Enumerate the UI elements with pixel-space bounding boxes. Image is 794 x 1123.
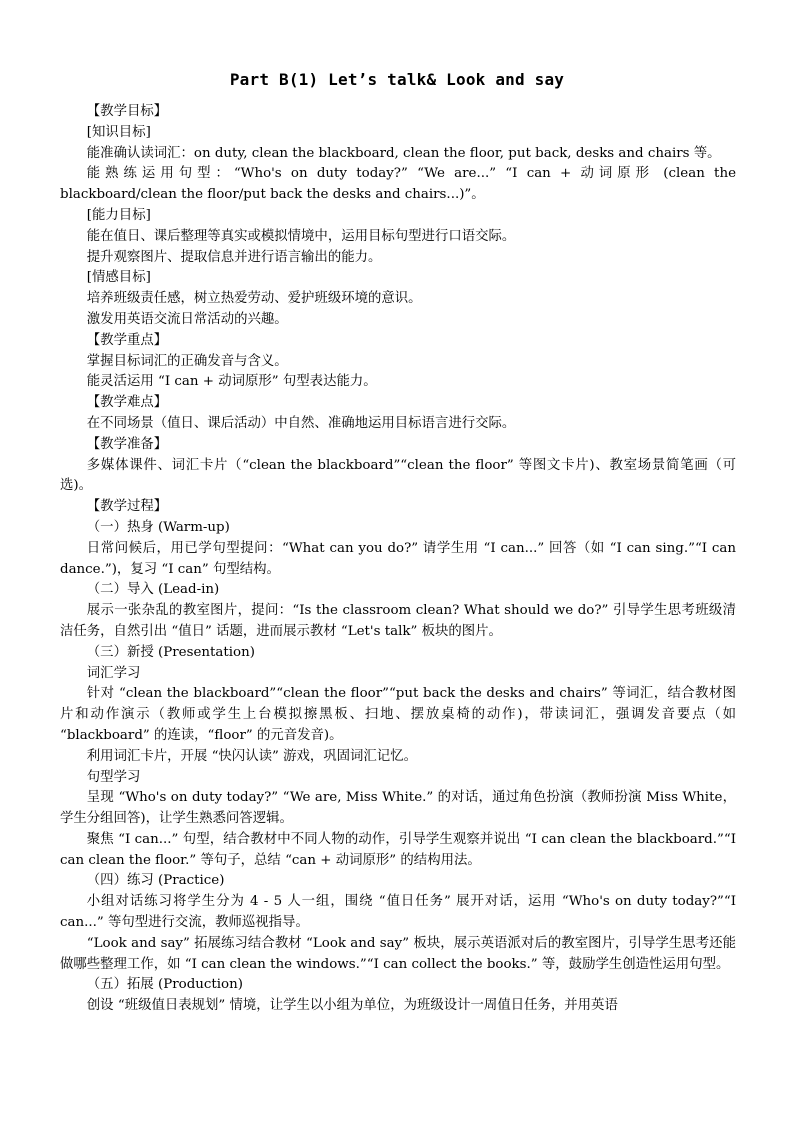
paragraph: 日常问候后，用已学句型提问：“What can you do?” 请学生用 “I can...” 回答（如 “I can sing.”“I can dance.”)，复习 “I can” 句型结构。 [60,540,736,577]
subsection-heading: [能力目标] [86,207,151,223]
step-heading: （三）新授 (Presentation) [86,644,255,660]
subsection-heading: 词汇学习 [86,665,141,681]
paragraph: 呈现 “Who's on duty today?” “We are, Miss White.” 的对话，通过角色扮演（教师扮演 Miss White，学生分组回答)，让学生熟悉问答逻辑。 [60,790,736,827]
section-heading: 【教学过程】 [86,499,168,515]
paragraph: 能灵活运用 “I can + 动词原形” 句型表达能力。 [86,374,377,390]
paragraph: 小组对话练习将学生分为 4 - 5 人一组，围绕 “值日任务” 展开对话，运用 “Who's on duty today?”“I can...” 等句型进行交流，教师巡视指导。 [60,894,736,931]
section-heading: 【教学目标】 [86,104,168,119]
paragraph: 在不同场景（值日、课后活动）中自然、准确地运用目标语言进行交际。 [86,415,516,431]
document-body [60,102,736,1017]
paragraph: 掌握目标词汇的正确发音与含义。 [86,353,288,369]
subsection-heading: [情感目标] [86,270,151,286]
step-heading: （一）热身 (Warm-up) [86,519,230,535]
paragraph: 展示一张杂乱的教室图片，提问：“Is the classroom clean? What should we do?” 引导学生思考班级清洁任务，自然引出 “值日” 话题，进而展示教材 “Let's talk” 板块的图片。 [60,603,736,639]
section-heading: 【教学重点】 [86,332,168,348]
paragraph: 激发用英语交流日常活动的兴趣。 [86,311,288,327]
paragraph: 创设 “班级值日表规划” 情境，让学生以小组为单位，为班级设计一周值日任务，并用英语 [86,998,618,1014]
subsection-heading: [知识目标] [86,124,151,140]
paragraph: 多媒体课件、词汇卡片（“clean the blackboard”“clean the floor” 等图文卡片)、教室场景简笔画（可选)。 [60,457,736,494]
step-heading: （四）练习 (Practice) [86,873,225,889]
subsection-heading: 句型学习 [86,769,141,785]
paragraph: 能在值日、课后整理等真实或模拟情境中，运用目标句型进行口语交际。 [86,228,516,244]
paragraph: 利用词汇卡片，开展 “快闪认读” 游戏，巩固词汇记忆。 [86,748,417,764]
paragraph: 提升观察图片、提取信息并进行语言输出的能力。 [86,249,382,265]
paragraph: “Look and say” 拓展练习结合教材 “Look and say” 板块，展示英语派对后的教室图片，引导学生思考还能做哪些整理工作，如 “I can clean the windows.”“I can collect the books.” 等，鼓励学生创造性运用句型。 [60,935,736,972]
section-heading: 【教学准备】 [86,436,168,452]
step-heading: （二）导入 (Lead-in) [86,582,220,598]
step-heading: （五）拓展 (Production) [86,977,243,993]
paragraph: 聚焦 “I can...” 句型，结合教材中不同人物的动作，引导学生观察并说出 “I can clean the blackboard.”“I can clean the floor.” 等句子，总结 “can + 动词原形” 的结构用法。 [60,831,736,868]
paragraph: 针对 “clean the blackboard”“clean the floor”“put back the desks and chairs” 等词汇，结合教材图片和动作演示（教师或学生上台模拟擦黑板、扫地、摆放桌椅的动作)，带读词汇，强调发音要点（如 “blackboard” 的连读，“floor” 的元音发音)。 [60,686,736,743]
paragraph: 培养班级责任感，树立热爱劳动、爱护班级环境的意识。 [86,291,422,307]
document-title: Part B(1) Let’s talk& Look and say [229,70,565,89]
section-heading: 【教学难点】 [86,395,168,411]
paragraph: 能准确认读词汇：on duty, clean the blackboard, clean the floor, put back, desks and chairs 等。 [86,145,721,161]
paragraph: 能熟练运用句型：“Who's on duty today?” “We are...” “I can + 动词原形 (clean the blackboard/clean the floor/put back the desks and chairs...)”。 [60,166,736,203]
